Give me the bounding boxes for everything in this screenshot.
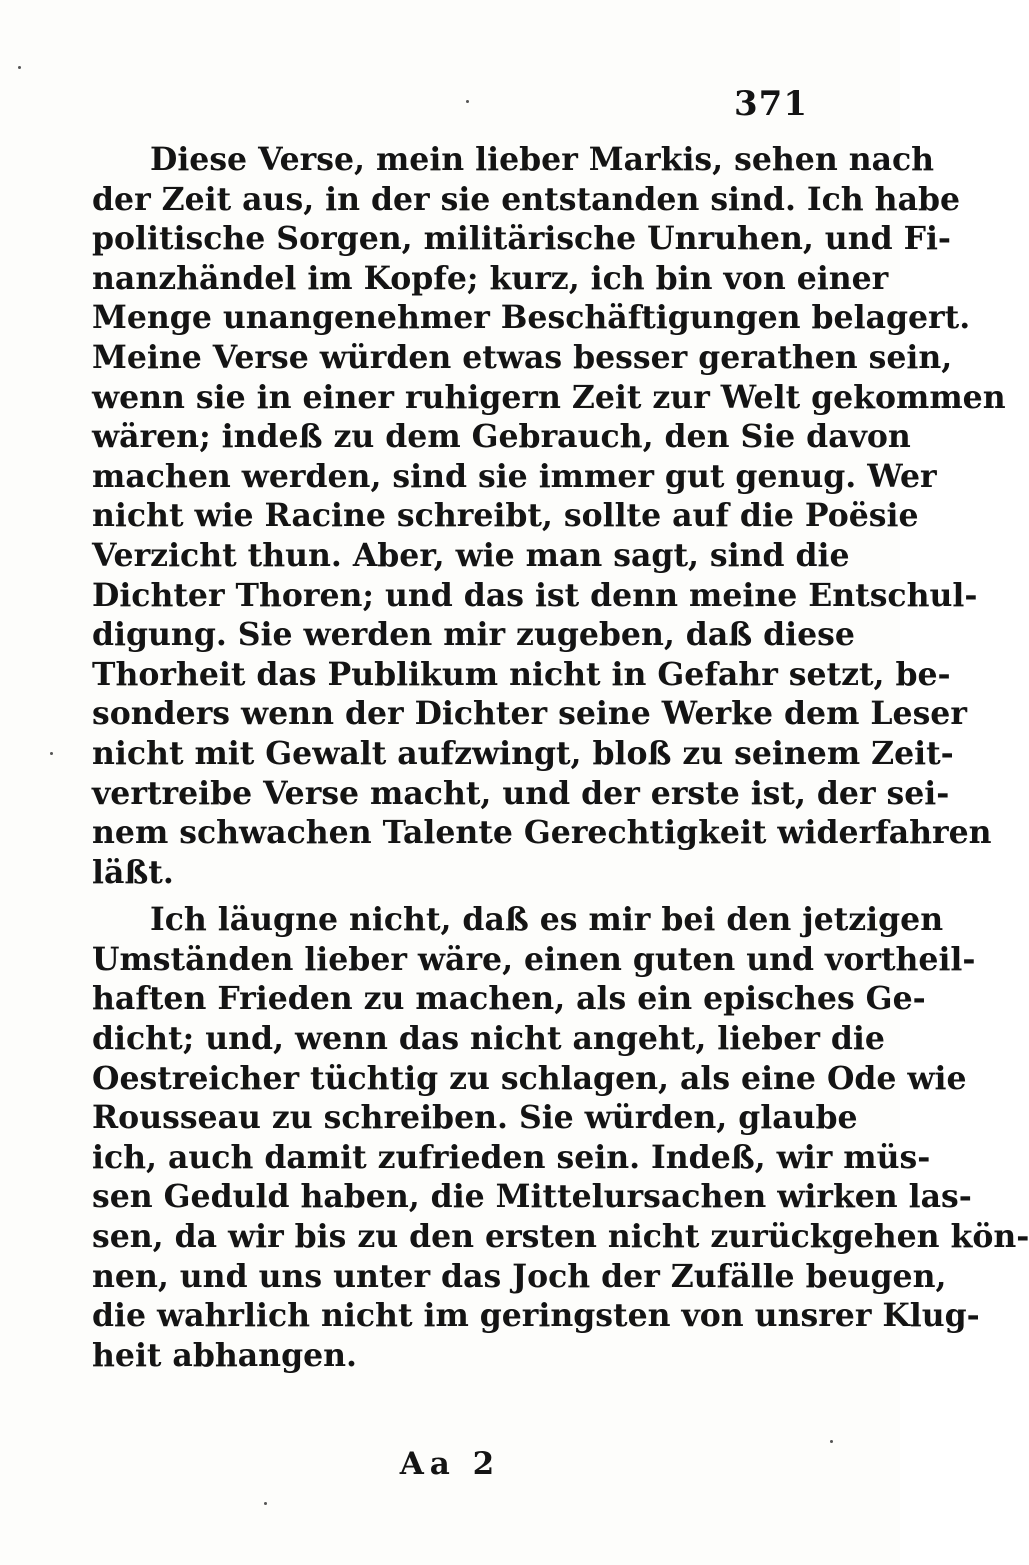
text-line: Ich läugne nicht, daß es mir bei den jetzigen — [150, 901, 944, 939]
text-line: nanzhändel im Kopfe; kurz, ich bin von einer — [92, 259, 889, 297]
body-text — [92, 140, 1029, 1375]
text-line: haften Frieden zu machen, als ein episches Ge- — [92, 980, 926, 1018]
text-line: nem schwachen Talente Gerechtigkeit widerfahren — [92, 814, 992, 852]
text-line: dicht; und, wenn das nicht angeht, lieber die — [92, 1020, 885, 1058]
text-line: wären; indeß zu dem Gebrauch, den Sie davon — [92, 418, 911, 456]
text-line: Meine Verse würden etwas besser gerathen sein, — [92, 338, 953, 376]
paper-speck — [18, 66, 21, 69]
page-number: 371 — [734, 84, 808, 124]
text-line: politische Sorgen, militärische Unruhen, und Fi- — [92, 220, 951, 258]
text-line: wenn sie in einer ruhigern Zeit zur Welt gekommen — [92, 378, 1006, 416]
text-line: nicht mit Gewalt aufzwingt, bloß zu seinem Zeit- — [92, 734, 954, 772]
text-line: heit abhangen. — [92, 1336, 358, 1374]
text-line: vertreibe Verse macht, und der erste ist, der sei- — [92, 774, 950, 812]
text-line: der Zeit aus, in der sie entstanden sind. Ich habe — [92, 180, 961, 218]
text-line: Diese Verse, mein lieber Markis, sehen nach — [150, 141, 935, 178]
text-line: nicht wie Racine schreibt, sollte auf die Poësie — [92, 497, 919, 535]
text-line: Menge unangenehmer Beschäftigungen belagert. — [92, 299, 971, 337]
text-line: nen, und uns unter das Joch der Zufälle beugen, — [92, 1257, 947, 1295]
text-line: sen, da wir bis zu den ersten nicht zurückgehen kön- — [92, 1218, 1029, 1256]
paragraph-2 — [92, 900, 1029, 1375]
text-line: Umständen lieber wäre, einen guten und vortheil- — [92, 940, 976, 978]
text-line: Dichter Thoren; und das ist denn meine Entschul- — [92, 576, 978, 614]
text-line: Thorheit das Publikum nicht in Gefahr setzt, be- — [92, 655, 951, 693]
paragraph-1 — [92, 140, 1006, 892]
text-line: Oestreicher tüchtig zu schlagen, als eine Ode wie — [92, 1059, 967, 1097]
text-line: läßt. — [92, 853, 174, 891]
paper-speck — [466, 100, 469, 103]
text-line: die wahrlich nicht im geringsten von unsrer Klug- — [92, 1297, 980, 1335]
text-line: machen werden, sind sie immer gut genug. Wer — [92, 457, 937, 495]
text-line: digung. Sie werden mir zugeben, daß diese — [92, 616, 855, 654]
paper-speck — [50, 752, 53, 755]
text-line: ich, auch damit zufrieden sein. Indeß, wir müs- — [92, 1138, 931, 1176]
text-line: sen Geduld haben, die Mittelursachen wirken las- — [92, 1178, 972, 1216]
text-line: Rousseau zu schreiben. Sie würden, glaube — [92, 1099, 858, 1137]
printer-signature: Aa 2 — [399, 1446, 501, 1482]
text-line: Verzicht thun. Aber, wie man sagt, sind die — [92, 536, 850, 574]
paper-speck — [830, 1440, 833, 1443]
text-line: sonders wenn der Dichter seine Werke dem Leser — [92, 695, 967, 733]
paper-speck — [264, 1502, 267, 1505]
